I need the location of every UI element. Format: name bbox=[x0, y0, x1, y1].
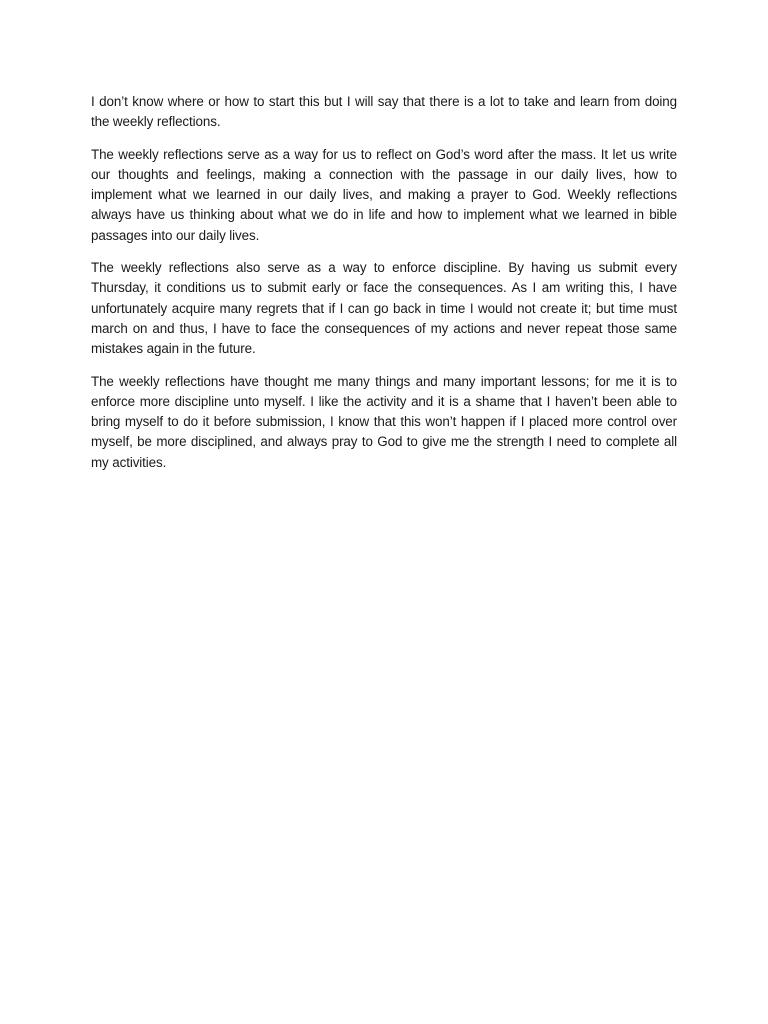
paragraph-discipline: The weekly reflections also serve as a way to enforce discipline. By having us submit every Thursday, it conditions us to submit early or face the consequences. As I am writing this, I have unfortunately acquire many regrets that if I can go back in time I would not create it; but time must march on and thus, I have to face the consequences of my actions and never repeat those same mistakes again in the future. bbox=[91, 260, 677, 357]
paragraph-intro: I don’t know where or how to start this but I will say that there is a lot to take and learn from doing the weekly reflections. bbox=[91, 94, 677, 130]
paragraph-purpose: The weekly reflections serve as a way for us to reflect on God’s word after the mass. It let us write our thoughts and feelings, making a connection with the passage in our daily lives, how to implement what we learned in our daily lives, and making a prayer to God. Weekly reflections always have us thinking about what we do in life and how to implement what we learned in bible passages into our daily lives. bbox=[91, 146, 677, 243]
document-body bbox=[91, 92, 677, 485]
paragraph-conclusion: The weekly reflections have thought me many things and many important lessons; for me it is to enforce more discipline unto myself. I like the activity and it is a shame that I haven’t been able to bring myself to do it before submission, I know that this won’t happen if I placed more control over myself, be more disciplined, and always pray to God to give me the strength I need to complete all my activities. bbox=[91, 373, 677, 470]
